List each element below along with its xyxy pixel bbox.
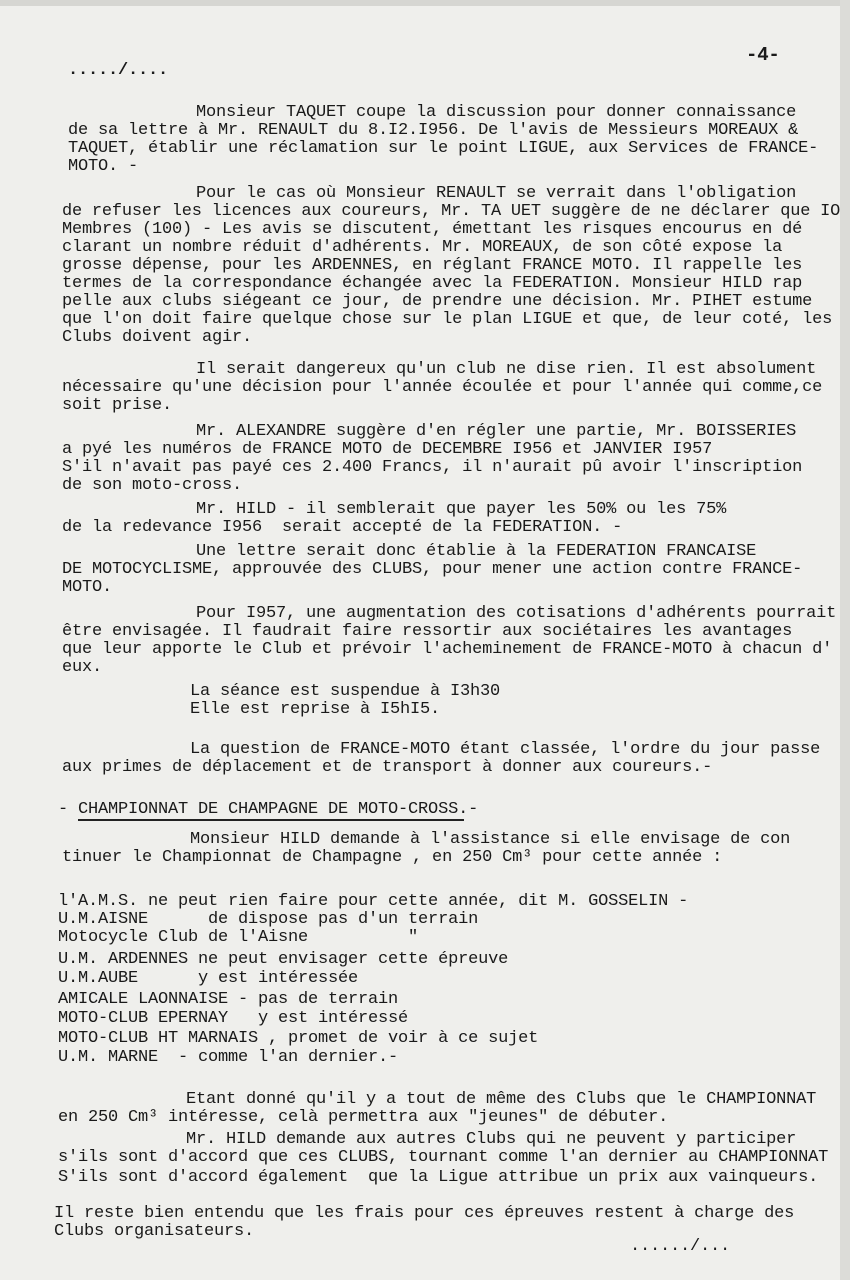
page-number: -4- bbox=[746, 44, 780, 66]
text-line: S'ils sont d'accord également que la Ligue attribue un prix aux vainqueurs. bbox=[58, 1168, 819, 1187]
text-line: Clubs doivent agir. bbox=[62, 328, 253, 347]
text-line: Une lettre serait donc établie à la FEDERATION FRANCAISE bbox=[196, 542, 757, 561]
text-line: pelle aux clubs siégeant ce jour, de prendre une décision. Mr. PIHET estume bbox=[62, 292, 813, 311]
list-item: AMICALE LAONNAISE - pas de terrain bbox=[58, 990, 399, 1009]
text-line: clarant un nombre réduit d'adhérents. Mr. MOREAUX, de son côté expose la bbox=[62, 238, 783, 257]
text-line: MOTO. - bbox=[68, 157, 139, 176]
section-heading: - CHAMPIONNAT DE CHAMPAGNE DE MOTO-CROSS.- bbox=[58, 800, 479, 819]
text-line: Mr. HILD demande aux autres Clubs qui ne peuvent y participer bbox=[186, 1130, 797, 1149]
list-item: U.M.AUBE y est intéressée bbox=[58, 969, 359, 988]
text-line: s'ils sont d'accord que ces CLUBS, tournant comme l'an dernier au CHAMPIONNAT bbox=[58, 1148, 829, 1167]
text-line: Mr. HILD - il semblerait que payer les 50% ou les 75% bbox=[196, 500, 727, 519]
list-item: Motocycle Club de l'Aisne " bbox=[58, 928, 419, 947]
text-line: MOTO. bbox=[62, 578, 113, 597]
text-line: Mr. ALEXANDRE suggère d'en régler une partie, Mr. BOISSERIES bbox=[196, 422, 797, 441]
text-line: aux primes de déplacement et de transport à donner aux coureurs.- bbox=[62, 758, 713, 777]
text-line: Monsieur TAQUET coupe la discussion pour donner connaissance bbox=[196, 103, 797, 122]
text-line: de sa lettre à Mr. RENAULT du 8.I2.I956. De l'avis de Messieurs MOREAUX & bbox=[68, 121, 799, 140]
text-line: être envisagée. Il faudrait faire ressortir aux sociétaires les avantages bbox=[62, 622, 793, 641]
text-line: a pyé les numéros de FRANCE MOTO de DECEMBRE I956 et JANVIER I957 bbox=[62, 440, 713, 459]
text-line: Pour le cas où Monsieur RENAULT se verrait dans l'obligation bbox=[196, 184, 797, 203]
text-line: Il reste bien entendu que les frais pour ces épreuves restent à charge des bbox=[54, 1204, 795, 1223]
text-line: Pour I957, une augmentation des cotisations d'adhérents pourrait bbox=[196, 604, 837, 623]
continuation-bottom: ....../... bbox=[630, 1237, 731, 1256]
list-item: l'A.M.S. ne peut rien faire pour cette année, dit M. GOSSELIN - bbox=[58, 892, 689, 911]
text-line: termes de la correspondance échangée avec la FEDERATION. Monsieur HILD rap bbox=[62, 274, 803, 293]
text-line: que l'on doit faire quelque chose sur le plan LIGUE et que, de leur coté, les bbox=[62, 310, 833, 329]
text-line: Membres (100) - Les avis se discutent, émettant les risques encourus en dé bbox=[62, 220, 803, 239]
text-line: Clubs organisateurs. bbox=[54, 1222, 255, 1241]
text-line: nécessaire qu'une décision pour l'année écoulée et pour l'année qui comme,ce bbox=[62, 378, 823, 397]
list-item: MOTO-CLUB EPERNAY y est intéressé bbox=[58, 1009, 409, 1028]
list-item: U.M. MARNE - comme l'an dernier.- bbox=[58, 1048, 399, 1067]
text-line: de la redevance I956 serait accepté de la FEDERATION. - bbox=[62, 518, 623, 537]
text-line: soit prise. bbox=[62, 396, 173, 415]
scan-right-edge bbox=[840, 0, 850, 1280]
text-line: La question de FRANCE-MOTO étant classée, l'ordre du jour passe bbox=[190, 740, 821, 759]
text-line: La séance est suspendue à I3h30 bbox=[190, 682, 501, 701]
text-line: tinuer le Championnat de Champagne , en 250 Cm³ pour cette année : bbox=[62, 848, 723, 867]
text-line: que leur apporte le Club et prévoir l'acheminement de FRANCE-MOTO à chacun d' bbox=[62, 640, 833, 659]
text-line: TAQUET, établir une réclamation sur le point LIGUE, aux Services de FRANCE- bbox=[68, 139, 819, 158]
list-item: U.M. ARDENNES ne peut envisager cette épreuve bbox=[58, 950, 509, 969]
continuation-top: ...../.... bbox=[68, 61, 169, 80]
text-line: Elle est reprise à I5hI5. bbox=[190, 700, 441, 719]
list-item: U.M.AISNE de dispose pas d'un terrain bbox=[58, 910, 479, 929]
text-line: de refuser les licences aux coureurs, Mr. TA UET suggère de ne déclarer que IO bbox=[62, 202, 841, 221]
text-line: eux. bbox=[62, 658, 103, 677]
text-line: S'il n'avait pas payé ces 2.400 Francs, il n'aurait pû avoir l'inscription bbox=[62, 458, 803, 477]
list-item: MOTO-CLUB HT MARNAIS , promet de voir à ce sujet bbox=[58, 1029, 539, 1048]
text-line: grosse dépense, pour les ARDENNES, en réglant FRANCE MOTO. Il rappelle les bbox=[62, 256, 803, 275]
text-line: en 250 Cm³ intéresse, celà permettra aux "jeunes" de débuter. bbox=[58, 1108, 669, 1127]
text-line: Monsieur HILD demande à l'assistance si elle envisage de con bbox=[190, 830, 791, 849]
text-line: Etant donné qu'il y a tout de même des Clubs que le CHAMPIONNAT bbox=[186, 1090, 817, 1109]
heading-underline bbox=[78, 819, 464, 821]
text-line: DE MOTOCYCLISME, approuvée des CLUBS, pour mener une action contre FRANCE- bbox=[62, 560, 803, 579]
text-line: de son moto-cross. bbox=[62, 476, 243, 495]
text-line: Il serait dangereux qu'un club ne dise rien. Il est absolument bbox=[196, 360, 817, 379]
scan-top-edge bbox=[0, 0, 850, 6]
